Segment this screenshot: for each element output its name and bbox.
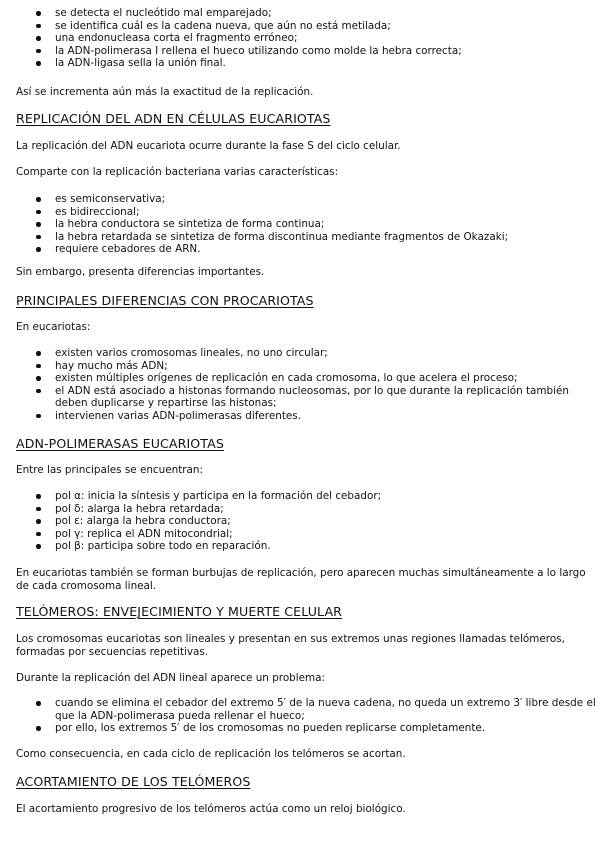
mismatch-repair-steps-list bbox=[36, 7, 596, 70]
list-item: cuando se elimina el cebador del extremo 5′ de la nueva cadena, no queda un extremo 3′ libre desde el que la ADN-polimerasa pueda rellenar el hueco; bbox=[36, 697, 596, 722]
list-item: pol γ: replica el ADN mitocondrial; bbox=[36, 528, 596, 541]
paragraph-reloj: El acortamiento progresivo de los telómeros actúa como un reloj biológico. bbox=[16, 803, 406, 815]
list-item: la hebra retardada se sintetiza de forma discontinua mediante fragmentos de Okazaki; bbox=[36, 231, 596, 244]
list-item: una endonucleasa corta el fragmento erróneo; bbox=[36, 32, 596, 45]
heading-telomeros: TELÓMEROS: ENVEJECIMIENTO Y MUERTE CELULAR bbox=[16, 604, 343, 619]
heading-acortamiento: ACORTAMIENTO DE LOS TELÓMEROS bbox=[16, 774, 251, 789]
heading-diferencias-procariotas: PRINCIPALES DIFERENCIAS CON PROCARIOTAS bbox=[16, 293, 314, 308]
list-item: se identifica cuál es la cadena nueva, que aún no está metilada; bbox=[36, 20, 596, 33]
problem-list bbox=[36, 697, 596, 735]
paragraph-problema: Durante la replicación del ADN lineal aparece un problema: bbox=[16, 672, 326, 684]
list-item: pol α: inicia la síntesis y participa en la formación del cebador; bbox=[36, 490, 596, 503]
list-item: por ello, los extremos 5′ de los cromosomas no pueden replicarse completamente. bbox=[36, 722, 596, 735]
list-item: se detecta el nucleótido mal emparejado; bbox=[36, 7, 596, 20]
list-item: intervienen varias ADN-polimerasas diferentes. bbox=[36, 410, 596, 423]
list-item: pol β: participa sobre todo en reparación. bbox=[36, 540, 596, 553]
list-item: es semiconservativa; bbox=[36, 193, 596, 206]
paragraph-consecuencia: Como consecuencia, en cada ciclo de replicación los telómeros se acortan. bbox=[16, 748, 406, 760]
paragraph-sin-embargo: Sin embargo, presenta diferencias importantes. bbox=[16, 266, 265, 278]
paragraph-burbujas: En eucariotas también se forman burbujas de replicación, pero aparecen muchas simultáneamente a lo largo de cada cromosoma lineal. bbox=[16, 567, 586, 592]
heading-adn-polimerasas: ADN-POLIMERASAS EUCARIOTAS bbox=[16, 436, 224, 451]
heading-replicacion-eucariotas: REPLICACIÓN DEL ADN EN CÉLULAS EUCARIOTAS bbox=[16, 111, 331, 126]
list-item: pol ε: alarga la hebra conductora; bbox=[36, 515, 596, 528]
shared-features-list bbox=[36, 193, 596, 256]
list-item: requiere cebadores de ARN. bbox=[36, 243, 596, 256]
list-item: la hebra conductora se sintetiza de forma continua; bbox=[36, 218, 596, 231]
paragraph-comparte: Comparte con la replicación bacteriana varias características: bbox=[16, 166, 339, 178]
paragraph-exactitud: Así se incrementa aún más la exactitud de la replicación. bbox=[16, 86, 314, 98]
list-item: el ADN está asociado a histonas formando nucleosomas, por lo que durante la replicación también deben duplicarse y repartirse las histonas; bbox=[36, 385, 596, 410]
list-item: la ADN-ligasa sella la unión final. bbox=[36, 57, 596, 70]
paragraph-entre: Entre las principales se encuentran: bbox=[16, 464, 203, 476]
list-item: existen múltiples orígenes de replicación en cada cromosoma, lo que acelera el proceso; bbox=[36, 372, 596, 385]
paragraph-telomeros: Los cromosomas eucariotas son lineales y presentan en sus extremos unas regiones llamadas telómeros, formadas por secuencias repetitivas. bbox=[16, 633, 565, 658]
paragraph-en-eucariotas: En eucariotas: bbox=[16, 321, 91, 333]
list-item: es bidireccional; bbox=[36, 206, 596, 219]
list-item: existen varios cromosomas lineales, no uno circular; bbox=[36, 347, 596, 360]
list-item: pol δ: alarga la hebra retardada; bbox=[36, 503, 596, 516]
polymerases-list bbox=[36, 490, 596, 553]
differences-list bbox=[36, 347, 596, 423]
list-item: hay mucho más ADN; bbox=[36, 360, 596, 373]
paragraph-fase-s: La replicación del ADN eucariota ocurre durante la fase S del ciclo celular. bbox=[16, 140, 401, 152]
list-item: la ADN-polimerasa I rellena el hueco utilizando como molde la hebra correcta; bbox=[36, 45, 596, 58]
